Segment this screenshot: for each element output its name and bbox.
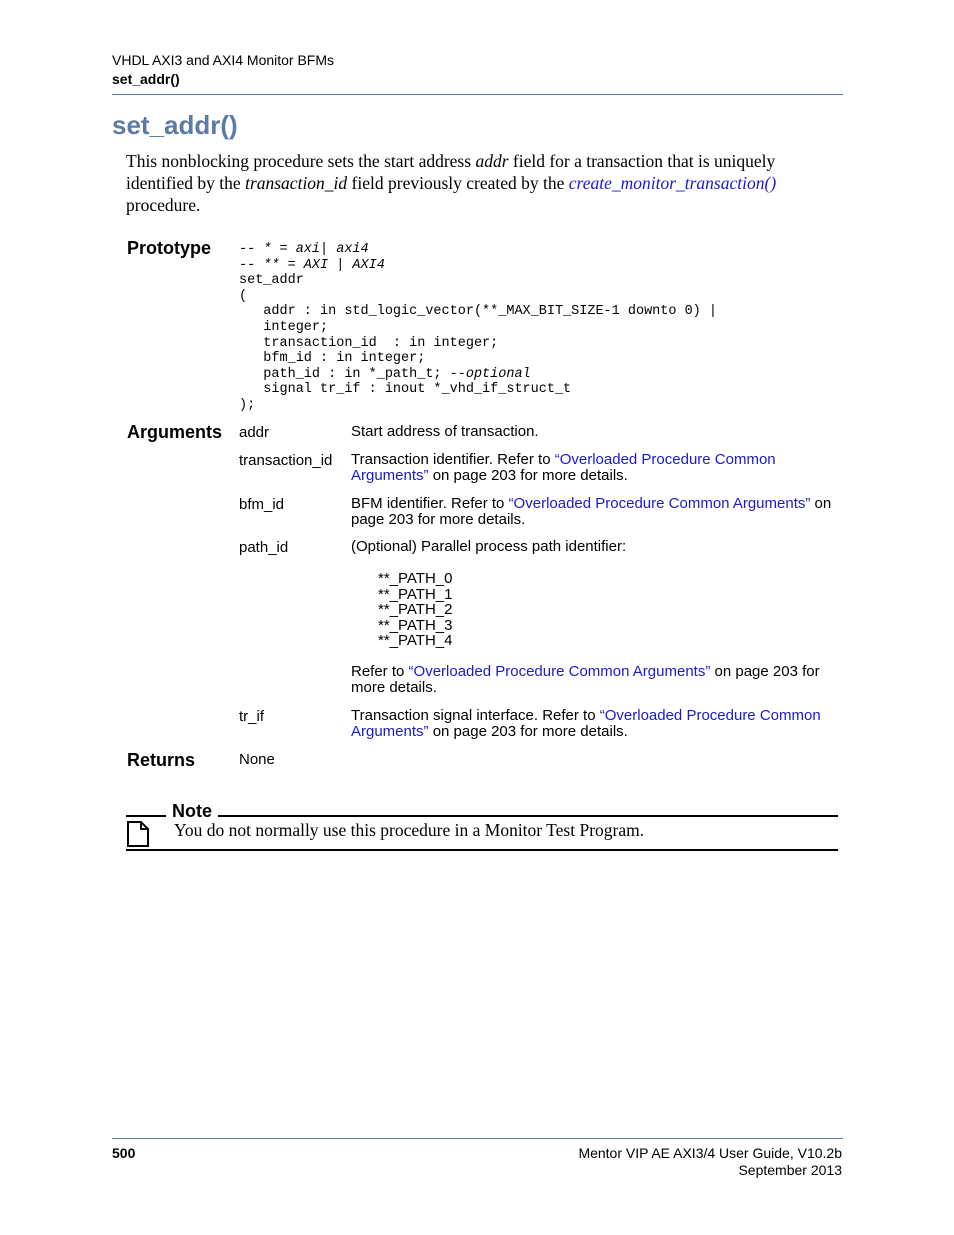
code-line: ( <box>239 288 248 304</box>
arg-desc-path-id-refer <box>351 664 843 695</box>
intro-text-1: This nonblocking procedure sets the start address <box>126 151 476 171</box>
header-rule <box>112 94 843 95</box>
page-number: 500 <box>112 1145 136 1161</box>
create-monitor-transaction-link[interactable]: create_monitor_transaction() <box>568 173 777 193</box>
arg-desc-bfm-id <box>351 496 843 527</box>
code-line: integer; <box>239 319 329 335</box>
intro-text-3: field previously created by the <box>347 173 569 193</box>
note-page-icon <box>126 820 150 848</box>
arg-desc-text: BFM identifier. Refer to <box>351 495 509 512</box>
intro-paragraph <box>126 150 836 216</box>
overloaded-args-link[interactable]: “Overloaded Procedure Common Arguments” <box>351 707 821 740</box>
arg-name-path-id: path_id <box>239 539 289 556</box>
arg-desc-addr: Start address of transaction. <box>351 423 539 440</box>
arg-desc-text: on page 203 for more details. <box>428 722 628 740</box>
note-rule <box>126 849 838 851</box>
header-section: set_addr() <box>112 71 180 87</box>
returns-value: None <box>239 751 275 768</box>
arg-desc-text: Transaction identifier. Refer to <box>351 451 555 468</box>
code-comment-2: -- ** = AXI | AXI4 <box>239 257 385 273</box>
footer-rule <box>112 1138 843 1139</box>
note-rule <box>126 815 166 817</box>
code-line: bfm_id : in integer; <box>239 351 426 367</box>
intro-text-4: procedure. <box>126 195 201 215</box>
arg-desc-path-id: (Optional) Parallel process path identifier: <box>351 538 627 555</box>
returns-label: Returns <box>127 750 196 770</box>
footer-date: September 2013 <box>738 1162 842 1178</box>
page-title: set_addr() <box>112 110 238 140</box>
prototype-code <box>239 242 717 414</box>
code-line: set_addr <box>239 273 304 289</box>
arg-desc-text: on page 203 for more details. <box>351 663 820 696</box>
arg-desc-transaction-id <box>351 452 811 483</box>
overloaded-args-link[interactable]: “Overloaded Procedure Common Arguments” <box>351 451 776 484</box>
header-chapter: VHDL AXI3 and AXI4 Monitor BFMs <box>112 52 335 68</box>
code-line: addr : in std_logic_vector(**_MAX_BIT_SIZE-1 downto 0) | <box>239 304 717 320</box>
arg-desc-tr-if <box>351 708 843 739</box>
code-line-path: path_id : in *_path_t; -- <box>239 366 466 382</box>
arg-desc-text: on page 203 for more details. <box>351 495 832 528</box>
note-label: Note <box>172 801 212 821</box>
overloaded-args-link[interactable]: “Overloaded Procedure Common Arguments” <box>408 663 711 680</box>
arg-desc-text: Refer to <box>351 663 409 680</box>
arg-name-bfm-id: bfm_id <box>239 496 285 513</box>
code-line: transaction_id : in integer; <box>239 335 499 351</box>
code-line: ); <box>239 397 256 413</box>
path-value: **_PATH_4 <box>378 632 453 650</box>
footer-guide-title: Mentor VIP AE AXI3/4 User Guide, V10.2b <box>578 1145 842 1161</box>
note-text: You do not normally use this procedure in a Monitor Test Program. <box>174 820 645 840</box>
arg-name-tr-if: tr_if <box>239 708 265 725</box>
arguments-label: Arguments <box>127 422 223 442</box>
arg-desc-text: on page 203 for more details. <box>428 466 628 484</box>
note-rule <box>218 815 838 817</box>
path-value: **_PATH_2 <box>378 601 453 619</box>
code-comment-1: -- * = axi| axi4 <box>239 242 369 257</box>
arg-name-transaction-id: transaction_id <box>239 452 333 469</box>
intro-addr: addr <box>475 151 509 171</box>
code-optional: optional <box>465 366 531 382</box>
overloaded-args-link[interactable]: “Overloaded Procedure Common Arguments” <box>508 495 811 512</box>
path-values-list <box>378 571 452 649</box>
arg-name-addr: addr <box>239 424 270 441</box>
prototype-label: Prototype <box>127 238 212 258</box>
path-value: **_PATH_0 <box>378 570 453 587</box>
intro-transaction-id: transaction_id <box>245 173 348 193</box>
intro-text-2: field for a transaction that is uniquely identified by the <box>126 151 776 193</box>
path-value: **_PATH_3 <box>378 616 453 634</box>
arg-desc-text: Transaction signal interface. Refer to <box>351 707 600 724</box>
code-line: signal tr_if : inout *_vhd_if_struct_t <box>239 382 572 398</box>
path-value: **_PATH_1 <box>378 585 453 603</box>
